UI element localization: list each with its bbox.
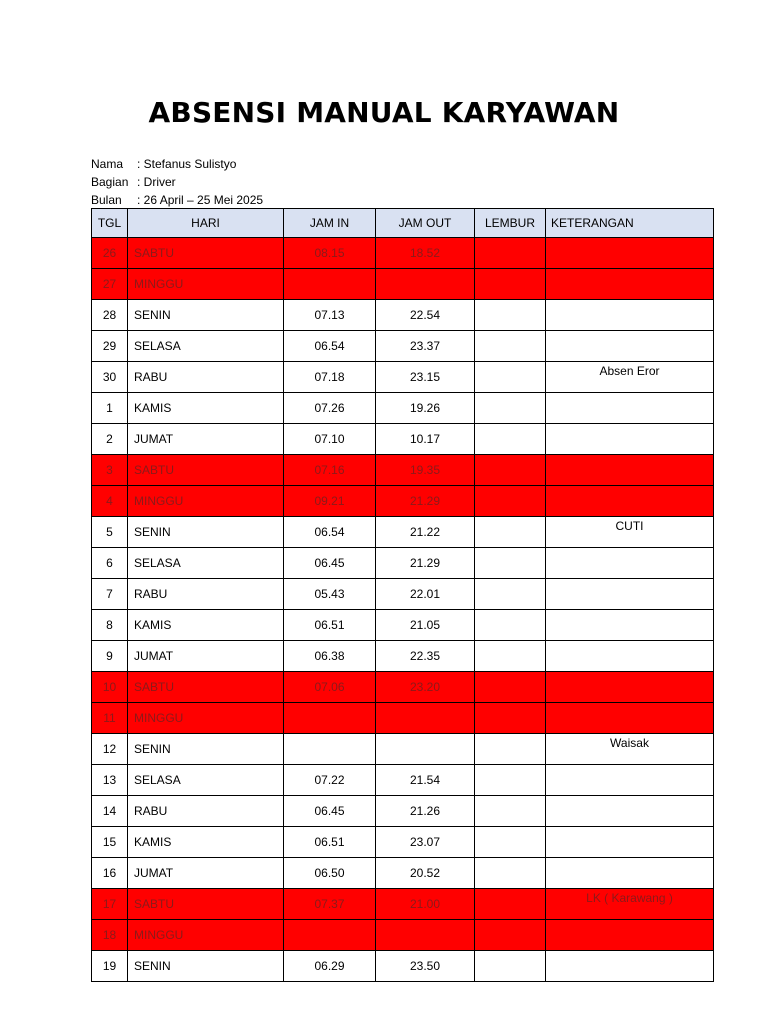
- cell-jam-in: [284, 920, 376, 951]
- cell-jam-out: 21.29: [376, 548, 475, 579]
- cell-tgl: 13: [92, 765, 128, 796]
- cell-hari: JUMAT: [128, 858, 284, 889]
- cell-jam-out: 21.26: [376, 796, 475, 827]
- cell-keterangan: [546, 548, 714, 579]
- cell-jam-in: 07.10: [284, 424, 376, 455]
- cell-lembur: [475, 548, 546, 579]
- cell-lembur: [475, 362, 546, 393]
- cell-hari: SABTU: [128, 672, 284, 703]
- cell-tgl: 2: [92, 424, 128, 455]
- info-row-nama: [91, 155, 263, 173]
- cell-hari: SABTU: [128, 889, 284, 920]
- cell-jam-in: 06.29: [284, 951, 376, 982]
- cell-lembur: [475, 269, 546, 300]
- cell-jam-in: 05.43: [284, 579, 376, 610]
- cell-keterangan: [546, 331, 714, 362]
- cell-tgl: 5: [92, 517, 128, 548]
- cell-jam-out: [376, 269, 475, 300]
- cell-keterangan: [546, 238, 714, 269]
- table-row: [92, 796, 714, 827]
- info-row-bagian: [91, 173, 263, 191]
- cell-tgl: 29: [92, 331, 128, 362]
- cell-hari: KAMIS: [128, 610, 284, 641]
- header-hari: HARI: [128, 209, 284, 238]
- cell-keterangan: [546, 269, 714, 300]
- cell-lembur: [475, 393, 546, 424]
- info-label: Bagian: [91, 175, 129, 189]
- header-tgl: TGL: [92, 209, 128, 238]
- cell-jam-in: 07.13: [284, 300, 376, 331]
- cell-tgl: 3: [92, 455, 128, 486]
- cell-lembur: [475, 827, 546, 858]
- cell-lembur: [475, 331, 546, 362]
- cell-jam-in: 06.51: [284, 827, 376, 858]
- cell-jam-out: 20.52: [376, 858, 475, 889]
- cell-tgl: 8: [92, 610, 128, 641]
- table-row: [92, 331, 714, 362]
- cell-keterangan: CUTI: [546, 517, 714, 548]
- cell-jam-in: 09.21: [284, 486, 376, 517]
- cell-lembur: [475, 455, 546, 486]
- table-row: [92, 393, 714, 424]
- header-jam-in: JAM IN: [284, 209, 376, 238]
- cell-keterangan: [546, 796, 714, 827]
- cell-lembur: [475, 238, 546, 269]
- cell-tgl: 9: [92, 641, 128, 672]
- table-row: [92, 920, 714, 951]
- cell-jam-in: 06.45: [284, 548, 376, 579]
- cell-tgl: 28: [92, 300, 128, 331]
- table-row: [92, 858, 714, 889]
- cell-jam-in: 06.54: [284, 517, 376, 548]
- info-label: Nama: [91, 157, 124, 171]
- table-row: [92, 579, 714, 610]
- cell-jam-out: 18.52: [376, 238, 475, 269]
- table-row: [92, 672, 714, 703]
- cell-keterangan: Waisak: [546, 734, 714, 765]
- table-row: [92, 703, 714, 734]
- cell-jam-in: 07.18: [284, 362, 376, 393]
- cell-hari: SELASA: [128, 765, 284, 796]
- cell-lembur: [475, 517, 546, 548]
- cell-keterangan: [546, 579, 714, 610]
- cell-hari: MINGGU: [128, 920, 284, 951]
- cell-hari: RABU: [128, 579, 284, 610]
- cell-hari: SENIN: [128, 517, 284, 548]
- cell-jam-in: 06.38: [284, 641, 376, 672]
- info-value: : Driver: [137, 175, 176, 189]
- cell-keterangan: [546, 765, 714, 796]
- cell-hari: SELASA: [128, 331, 284, 362]
- cell-hari: MINGGU: [128, 486, 284, 517]
- table-row: [92, 455, 714, 486]
- cell-tgl: 11: [92, 703, 128, 734]
- cell-keterangan: [546, 641, 714, 672]
- cell-hari: SENIN: [128, 300, 284, 331]
- table-row: [92, 548, 714, 579]
- cell-jam-in: 06.50: [284, 858, 376, 889]
- cell-lembur: [475, 796, 546, 827]
- cell-hari: SABTU: [128, 238, 284, 269]
- cell-jam-out: 10.17: [376, 424, 475, 455]
- cell-hari: JUMAT: [128, 424, 284, 455]
- cell-keterangan: [546, 610, 714, 641]
- cell-jam-out: 21.00: [376, 889, 475, 920]
- cell-tgl: 26: [92, 238, 128, 269]
- cell-keterangan: [546, 455, 714, 486]
- cell-hari: SELASA: [128, 548, 284, 579]
- cell-keterangan: [546, 672, 714, 703]
- cell-keterangan: [546, 703, 714, 734]
- cell-tgl: 18: [92, 920, 128, 951]
- table-row: [92, 889, 714, 920]
- cell-jam-in: 07.16: [284, 455, 376, 486]
- cell-jam-out: [376, 920, 475, 951]
- cell-jam-in: 06.54: [284, 331, 376, 362]
- info-value: : 26 April – 25 Mei 2025: [137, 193, 264, 207]
- cell-hari: KAMIS: [128, 393, 284, 424]
- cell-tgl: 4: [92, 486, 128, 517]
- cell-jam-out: 19.35: [376, 455, 475, 486]
- cell-tgl: 30: [92, 362, 128, 393]
- table-header-row: [92, 209, 714, 238]
- cell-hari: SABTU: [128, 455, 284, 486]
- cell-lembur: [475, 858, 546, 889]
- cell-keterangan: [546, 920, 714, 951]
- cell-lembur: [475, 300, 546, 331]
- cell-jam-in: 07.37: [284, 889, 376, 920]
- cell-tgl: 14: [92, 796, 128, 827]
- cell-lembur: [475, 424, 546, 455]
- cell-lembur: [475, 703, 546, 734]
- cell-tgl: 17: [92, 889, 128, 920]
- cell-tgl: 15: [92, 827, 128, 858]
- cell-hari: JUMAT: [128, 641, 284, 672]
- cell-hari: KAMIS: [128, 827, 284, 858]
- cell-lembur: [475, 579, 546, 610]
- cell-hari: SENIN: [128, 951, 284, 982]
- cell-keterangan: Absen Eror: [546, 362, 714, 393]
- cell-tgl: 6: [92, 548, 128, 579]
- cell-tgl: 19: [92, 951, 128, 982]
- cell-jam-in: 07.22: [284, 765, 376, 796]
- cell-jam-out: 21.54: [376, 765, 475, 796]
- cell-jam-out: 22.35: [376, 641, 475, 672]
- info-row-bulan: [91, 191, 263, 209]
- header-jam-out: JAM OUT: [376, 209, 475, 238]
- cell-hari: SENIN: [128, 734, 284, 765]
- cell-jam-out: 22.01: [376, 579, 475, 610]
- table-row: [92, 734, 714, 765]
- cell-keterangan: [546, 300, 714, 331]
- table-row: [92, 486, 714, 517]
- cell-keterangan: [546, 393, 714, 424]
- cell-keterangan: LK ( Karawang ): [546, 889, 714, 920]
- cell-tgl: 27: [92, 269, 128, 300]
- table-row: [92, 827, 714, 858]
- cell-tgl: 7: [92, 579, 128, 610]
- cell-jam-in: 06.51: [284, 610, 376, 641]
- cell-lembur: [475, 951, 546, 982]
- cell-keterangan: [546, 951, 714, 982]
- document-title: ABSENSI MANUAL KARYAWAN: [148, 96, 620, 129]
- table-body: [92, 238, 714, 982]
- cell-jam-out: 19.26: [376, 393, 475, 424]
- cell-keterangan: [546, 827, 714, 858]
- cell-jam-out: [376, 703, 475, 734]
- cell-tgl: 12: [92, 734, 128, 765]
- cell-lembur: [475, 672, 546, 703]
- cell-lembur: [475, 641, 546, 672]
- info-value: : Stefanus Sulistyo: [137, 157, 237, 171]
- cell-jam-out: 23.50: [376, 951, 475, 982]
- cell-jam-out: 23.20: [376, 672, 475, 703]
- cell-jam-out: [376, 734, 475, 765]
- cell-tgl: 16: [92, 858, 128, 889]
- cell-lembur: [475, 486, 546, 517]
- cell-lembur: [475, 920, 546, 951]
- cell-hari: RABU: [128, 796, 284, 827]
- employee-info: [91, 155, 263, 209]
- cell-jam-out: 23.37: [376, 331, 475, 362]
- cell-jam-in: [284, 269, 376, 300]
- cell-jam-in: 07.06: [284, 672, 376, 703]
- table-row: [92, 362, 714, 393]
- cell-jam-out: 21.05: [376, 610, 475, 641]
- table-row: [92, 610, 714, 641]
- table-row: [92, 269, 714, 300]
- attendance-table: [91, 208, 714, 982]
- cell-jam-out: 23.07: [376, 827, 475, 858]
- table-row: [92, 300, 714, 331]
- cell-keterangan: [546, 858, 714, 889]
- cell-tgl: 1: [92, 393, 128, 424]
- table-row: [92, 641, 714, 672]
- cell-lembur: [475, 889, 546, 920]
- cell-tgl: 10: [92, 672, 128, 703]
- cell-lembur: [475, 734, 546, 765]
- cell-hari: MINGGU: [128, 703, 284, 734]
- cell-hari: RABU: [128, 362, 284, 393]
- info-label: Bulan: [91, 193, 122, 207]
- cell-jam-out: 22.54: [376, 300, 475, 331]
- cell-keterangan: [546, 424, 714, 455]
- cell-jam-out: 21.29: [376, 486, 475, 517]
- cell-hari: MINGGU: [128, 269, 284, 300]
- cell-lembur: [475, 610, 546, 641]
- cell-lembur: [475, 765, 546, 796]
- table-row: [92, 951, 714, 982]
- cell-jam-in: 06.45: [284, 796, 376, 827]
- header-keterangan: KETERANGAN: [546, 209, 714, 238]
- table-row: [92, 238, 714, 269]
- cell-keterangan: [546, 486, 714, 517]
- header-lembur: LEMBUR: [475, 209, 546, 238]
- cell-jam-in: [284, 703, 376, 734]
- table-row: [92, 424, 714, 455]
- table-row: [92, 765, 714, 796]
- cell-jam-in: [284, 734, 376, 765]
- table-row: [92, 517, 714, 548]
- cell-jam-in: 07.26: [284, 393, 376, 424]
- cell-jam-out: 23.15: [376, 362, 475, 393]
- cell-jam-in: 08.15: [284, 238, 376, 269]
- cell-jam-out: 21.22: [376, 517, 475, 548]
